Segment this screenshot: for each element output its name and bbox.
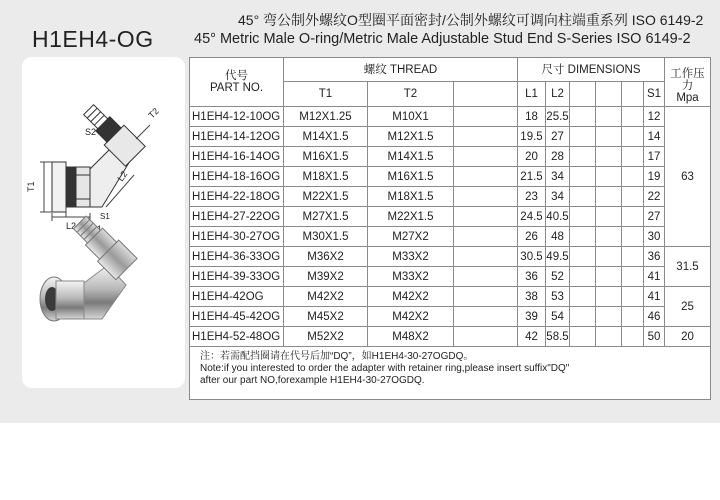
t1-cell: M36X2 (284, 247, 368, 267)
blank-cell (454, 107, 518, 127)
blank-cell (570, 307, 596, 327)
l1-cell: 18 (518, 107, 546, 127)
s1-cell: 41 (644, 267, 665, 287)
table-row (190, 327, 711, 347)
blank-cell (622, 187, 644, 207)
l2-cell: 48 (546, 227, 570, 247)
pressure-cell: 31.5 (665, 247, 711, 287)
col-s1-header: S1 (644, 82, 665, 107)
t1-cell: M45X2 (284, 307, 368, 327)
t1-cell: M27X1.5 (284, 207, 368, 227)
blank-cell (454, 307, 518, 327)
blank-cell (570, 127, 596, 147)
s1-cell: 50 (644, 327, 665, 347)
l1-cell: 30.5 (518, 247, 546, 267)
part-cell: H1EH4-52-48OG (190, 327, 284, 347)
table-row (190, 307, 711, 327)
blank-cell (570, 187, 596, 207)
blank-cell (570, 107, 596, 127)
part-cell: H1EH4-30-27OG (190, 227, 284, 247)
pressure-cell: 63 (665, 107, 711, 247)
blank-cell (454, 267, 518, 287)
blank-cell (596, 267, 622, 287)
table-row (190, 127, 711, 147)
technical-drawing (40, 100, 150, 221)
t2-cell: M10X1 (368, 107, 454, 127)
fitting-drawing (22, 57, 185, 388)
s1-cell: 17 (644, 147, 665, 167)
col-blank-header (454, 82, 518, 107)
t1-cell: M18X1.5 (284, 167, 368, 187)
l1-cell: 42 (518, 327, 546, 347)
blank-cell (454, 167, 518, 187)
col-t2-header: T2 (368, 82, 454, 107)
pressure-cell: 25 (665, 287, 711, 327)
blank-cell (454, 247, 518, 267)
l2-cell: 54 (546, 307, 570, 327)
l1-cell: 20 (518, 147, 546, 167)
l1-cell: 36 (518, 267, 546, 287)
col-t1-header: T1 (284, 82, 368, 107)
l2-cell: 52 (546, 267, 570, 287)
blank-cell (596, 127, 622, 147)
pressure-header-en: Mpa (676, 92, 699, 104)
table-row (190, 107, 711, 127)
label-l2: L2 (66, 221, 77, 231)
blank-cell (454, 227, 518, 247)
part-cell: H1EH4-27-22OG (190, 207, 284, 227)
t2-cell: M27X2 (368, 227, 454, 247)
note-chinese: 注：若需配挡圈请在代号后加“DQ”，如H1EH4-30-27OGDQ。 (200, 351, 474, 362)
part-cell: H1EH4-14-12OG (190, 127, 284, 147)
t1-cell: M39X2 (284, 267, 368, 287)
l2-cell: 53 (546, 287, 570, 307)
table-row (190, 227, 711, 247)
l2-cell: 49.5 (546, 247, 570, 267)
blank-cell (622, 287, 644, 307)
blank-cell (596, 147, 622, 167)
t2-cell: M14X1.5 (368, 147, 454, 167)
product-image-panel (22, 57, 185, 388)
t1-cell: M42X2 (284, 287, 368, 307)
t1-cell: M16X1.5 (284, 147, 368, 167)
blank-cell (622, 247, 644, 267)
pressure-cell: 20 (665, 327, 711, 347)
part-cell: H1EH4-22-18OG (190, 187, 284, 207)
blank-cell (622, 107, 644, 127)
table-row (190, 167, 711, 187)
part-cell: H1EH4-39-33OG (190, 267, 284, 287)
t2-cell: M42X2 (368, 287, 454, 307)
label-s2: S2 (85, 127, 97, 137)
part-no-header (190, 58, 284, 107)
thread-header: 螺纹 THREAD (284, 58, 518, 82)
blank-cell (622, 167, 644, 187)
t1-cell: M30X1.5 (284, 227, 368, 247)
pressure-header (665, 58, 711, 107)
part-cell: H1EH4-36-33OG (190, 247, 284, 267)
l1-cell: 24.5 (518, 207, 546, 227)
blank-cell (622, 227, 644, 247)
fitting-photo (40, 212, 137, 321)
blank-cell (570, 227, 596, 247)
table-header-row-1 (190, 58, 711, 82)
note-english-line2: after our part NO,forexample H1EH4-30-27OGDQ. (200, 375, 425, 386)
t1-cell: M52X2 (284, 327, 368, 347)
t2-cell: M22X1.5 (368, 207, 454, 227)
blank-cell (622, 267, 644, 287)
col-blank-header (570, 82, 596, 107)
s1-cell: 12 (644, 107, 665, 127)
part-header-cn: 代号 (225, 70, 248, 82)
blank-cell (570, 167, 596, 187)
blank-cell (622, 327, 644, 347)
table-row (190, 207, 711, 227)
l1-cell: 23 (518, 187, 546, 207)
blank-cell (596, 247, 622, 267)
col-l2-header: L2 (546, 82, 570, 107)
blank-cell (596, 107, 622, 127)
s1-cell: 22 (644, 187, 665, 207)
t1-cell: M14X1.5 (284, 127, 368, 147)
spec-table (189, 57, 711, 400)
t1-cell: M22X1.5 (284, 187, 368, 207)
l2-cell: 58.5 (546, 327, 570, 347)
s1-cell: 46 (644, 307, 665, 327)
blank-cell (596, 187, 622, 207)
table-row (190, 267, 711, 287)
blank-cell (622, 147, 644, 167)
note-cell (190, 347, 711, 400)
title-chinese: 45° 弯公制外螺纹O型圈平面密封/公制外螺纹可调向柱端重系列 ISO 6149-2 (238, 12, 704, 28)
l1-cell: 26 (518, 227, 546, 247)
blank-cell (570, 147, 596, 167)
product-code: H1EH4-OG (32, 26, 154, 52)
t1-cell: M12X1.25 (284, 107, 368, 127)
blank-cell (570, 247, 596, 267)
blank-cell (454, 187, 518, 207)
l2-cell: 40.5 (546, 207, 570, 227)
t2-cell: M16X1.5 (368, 167, 454, 187)
s1-cell: 36 (644, 247, 665, 267)
note-english-line1: Note:if you interested to order the adapter with retainer ring,please insert suffix"DQ" (200, 363, 570, 374)
l1-cell: 19.5 (518, 127, 546, 147)
col-l1-header: L1 (518, 82, 546, 107)
title-english: 45° Metric Male O-ring/Metric Male Adjustable Stud End S-Series ISO 6149-2 (194, 31, 691, 47)
l1-cell: 39 (518, 307, 546, 327)
table-row (190, 147, 711, 167)
col-blank-header (622, 82, 644, 107)
pressure-header-cn: 工作压力 (670, 68, 705, 92)
l2-cell: 27 (546, 127, 570, 147)
note-row (190, 347, 711, 400)
l2-cell: 34 (546, 187, 570, 207)
part-header-en: PART NO. (209, 82, 264, 94)
part-cell: H1EH4-45-42OG (190, 307, 284, 327)
table-row (190, 287, 711, 307)
t2-cell: M33X2 (368, 267, 454, 287)
blank-cell (622, 307, 644, 327)
blank-cell (596, 167, 622, 187)
blank-cell (596, 227, 622, 247)
t2-cell: M48X2 (368, 327, 454, 347)
blank-cell (570, 287, 596, 307)
blank-cell (454, 287, 518, 307)
s1-cell: 30 (644, 227, 665, 247)
l1-cell: 21.5 (518, 167, 546, 187)
t2-cell: M18X1.5 (368, 187, 454, 207)
blank-cell (596, 327, 622, 347)
blank-cell (570, 207, 596, 227)
l2-cell: 28 (546, 147, 570, 167)
blank-cell (570, 267, 596, 287)
dimensions-header: 尺寸 DIMENSIONS (518, 58, 665, 82)
label-s1: S1 (100, 212, 110, 221)
col-blank-header (596, 82, 622, 107)
blank-cell (454, 147, 518, 167)
part-cell: H1EH4-18-16OG (190, 167, 284, 187)
l1-cell: 38 (518, 287, 546, 307)
s1-cell: 27 (644, 207, 665, 227)
blank-cell (596, 307, 622, 327)
table-row (190, 247, 711, 267)
s1-cell: 14 (644, 127, 665, 147)
blank-cell (622, 127, 644, 147)
blank-cell (570, 327, 596, 347)
label-l2-angled: L2 (115, 169, 130, 184)
t2-cell: M33X2 (368, 247, 454, 267)
blank-cell (454, 327, 518, 347)
blank-cell (622, 207, 644, 227)
t2-cell: M12X1.5 (368, 127, 454, 147)
l2-cell: 34 (546, 167, 570, 187)
label-t2: T2 (146, 105, 161, 121)
table-row (190, 187, 711, 207)
t2-cell: M42X2 (368, 307, 454, 327)
blank-cell (454, 127, 518, 147)
part-cell: H1EH4-12-10OG (190, 107, 284, 127)
blank-cell (596, 207, 622, 227)
s1-cell: 41 (644, 287, 665, 307)
part-cell: H1EH4-16-14OG (190, 147, 284, 167)
part-cell: H1EH4-42OG (190, 287, 284, 307)
blank-cell (596, 287, 622, 307)
l2-cell: 25.5 (546, 107, 570, 127)
blank-cell (454, 207, 518, 227)
s1-cell: 19 (644, 167, 665, 187)
label-t1: T1 (26, 181, 36, 192)
